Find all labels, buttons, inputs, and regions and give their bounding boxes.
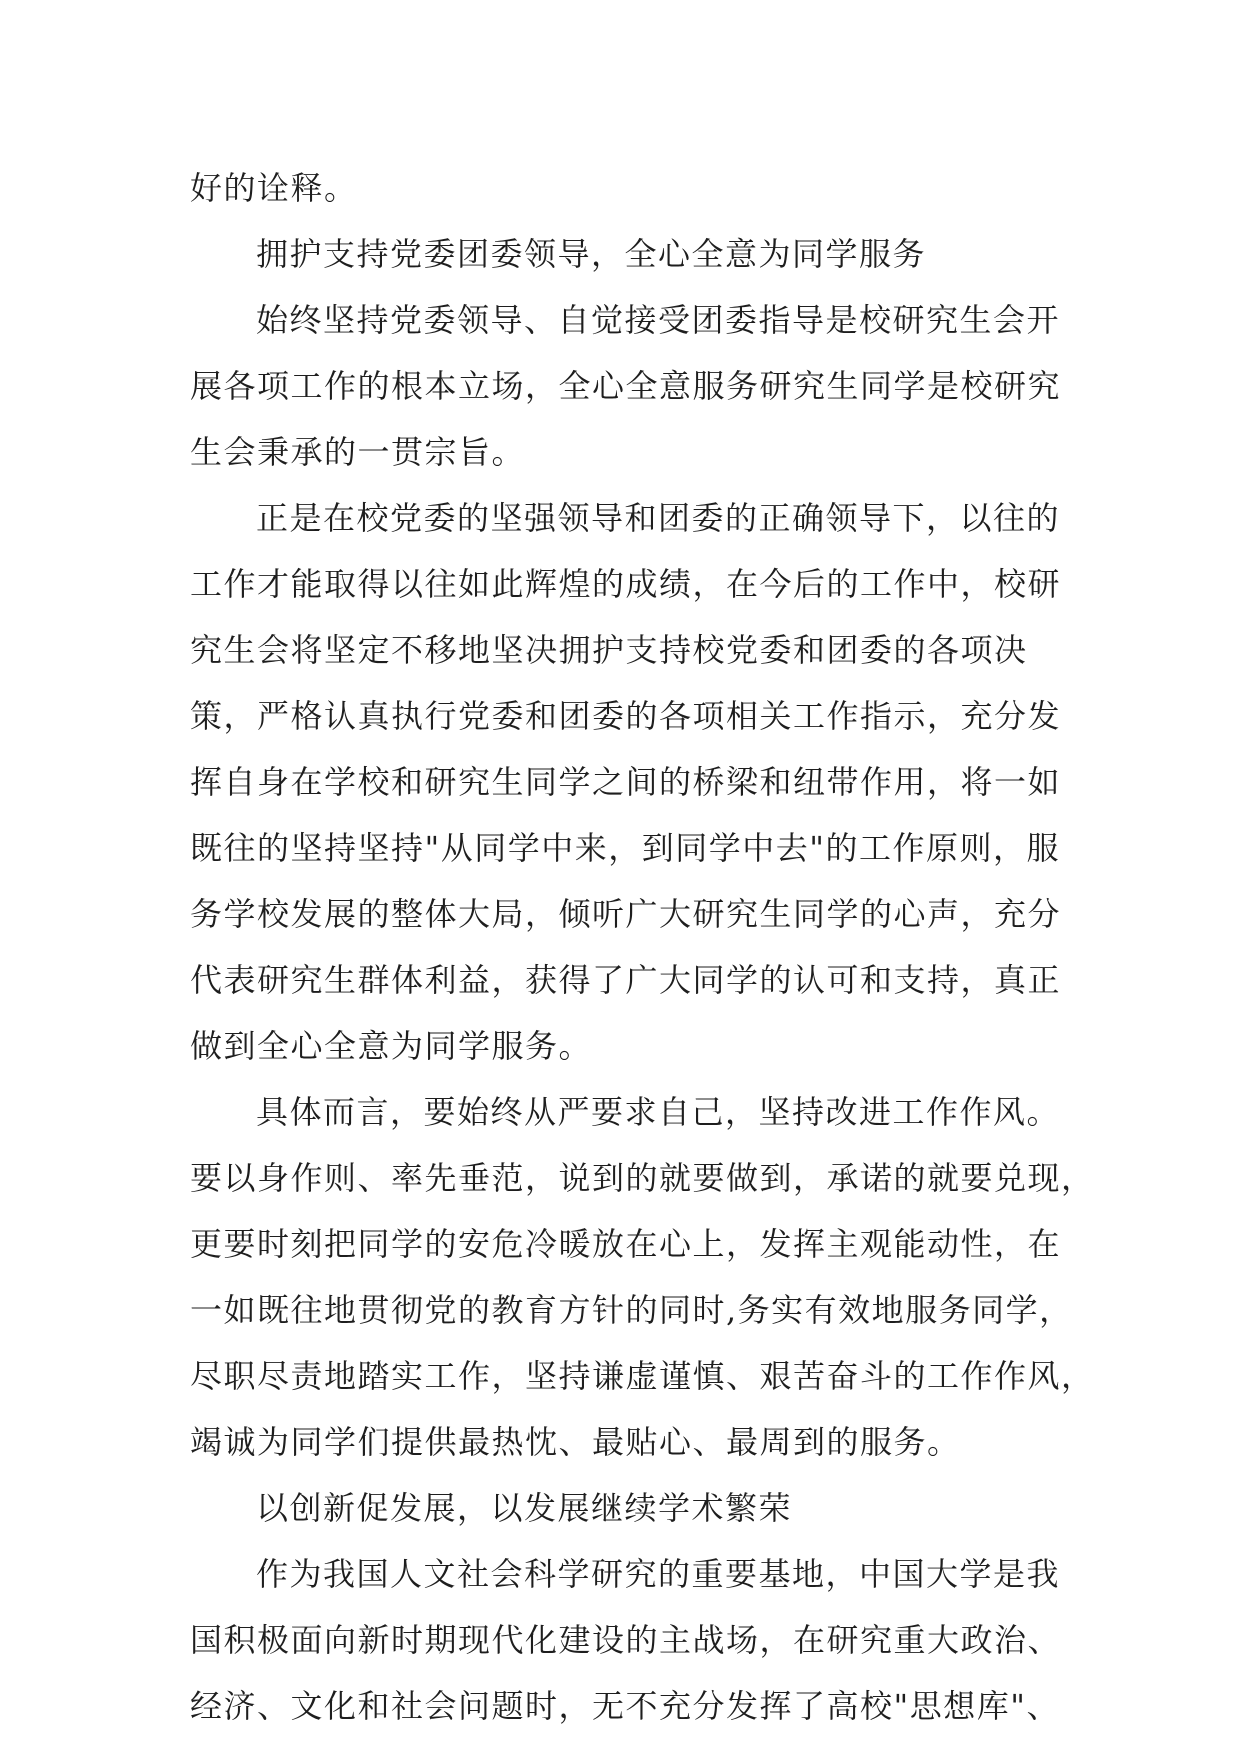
text-line: 代表研究生群体利益，获得了广大同学的认可和支持，真正	[190, 961, 1062, 999]
text-line: 始终坚持党委领导、自觉接受团委指导是校研究生会开	[256, 301, 1061, 339]
text-line: 生会秉承的一贯宗旨。	[190, 433, 526, 471]
section-heading: 拥护支持党委团委领导，全心全意为同学服务	[256, 235, 927, 273]
body-text	[190, 155, 1095, 1739]
text-line: 作为我国人文社会科学研究的重要基地，中国大学是我	[256, 1555, 1061, 1593]
text-line: 要以身作则、率先垂范，说到的就要做到，承诺的就要兑现，	[190, 1159, 1095, 1197]
text-line: 工作才能取得以往如此辉煌的成绩，在今后的工作中，校研	[190, 565, 1062, 603]
text-line: 尽职尽责地踏实工作，坚持谦虚谨慎、艰苦奋斗的工作作风，	[190, 1357, 1095, 1395]
text-line: 经济、文化和社会问题时，无不充分发挥了高校"思想库"、	[190, 1687, 1060, 1725]
text-line: 展各项工作的根本立场，全心全意服务研究生同学是校研究	[190, 367, 1062, 405]
text-line: 一如既往地贯彻党的教育方针的同时,务实有效地服务同学，	[190, 1291, 1073, 1329]
text-line: 究生会将坚定不移地坚决拥护支持校党委和团委的各项决	[190, 631, 1028, 669]
text-line: 既往的坚持坚持"从同学中来，到同学中去"的工作原则，服	[190, 829, 1060, 867]
text-line: 竭诚为同学们提供最热忱、最贴心、最周到的服务。	[190, 1423, 961, 1461]
text-line: 挥自身在学校和研究生同学之间的桥梁和纽带作用，将一如	[190, 763, 1062, 801]
section-heading: 以创新促发展，以发展继续学术繁荣	[256, 1489, 793, 1527]
text-line: 更要时刻把同学的安危冷暖放在心上，发挥主观能动性，在	[190, 1225, 1062, 1263]
text-line: 好的诠释。	[190, 169, 358, 207]
text-line: 做到全心全意为同学服务。	[190, 1027, 593, 1065]
text-line: 具体而言，要始终从严要求自己，坚持改进工作作风。	[256, 1093, 1061, 1131]
text-line: 务学校发展的整体大局，倾听广大研究生同学的心声，充分	[190, 895, 1062, 933]
text-line: 正是在校党委的坚强领导和团委的正确领导下，以往的	[256, 499, 1061, 537]
text-line: 国积极面向新时期现代化建设的主战场，在研究重大政治、	[190, 1621, 1062, 1659]
text-line: 策，严格认真执行党委和团委的各项相关工作指示，充分发	[190, 697, 1062, 735]
